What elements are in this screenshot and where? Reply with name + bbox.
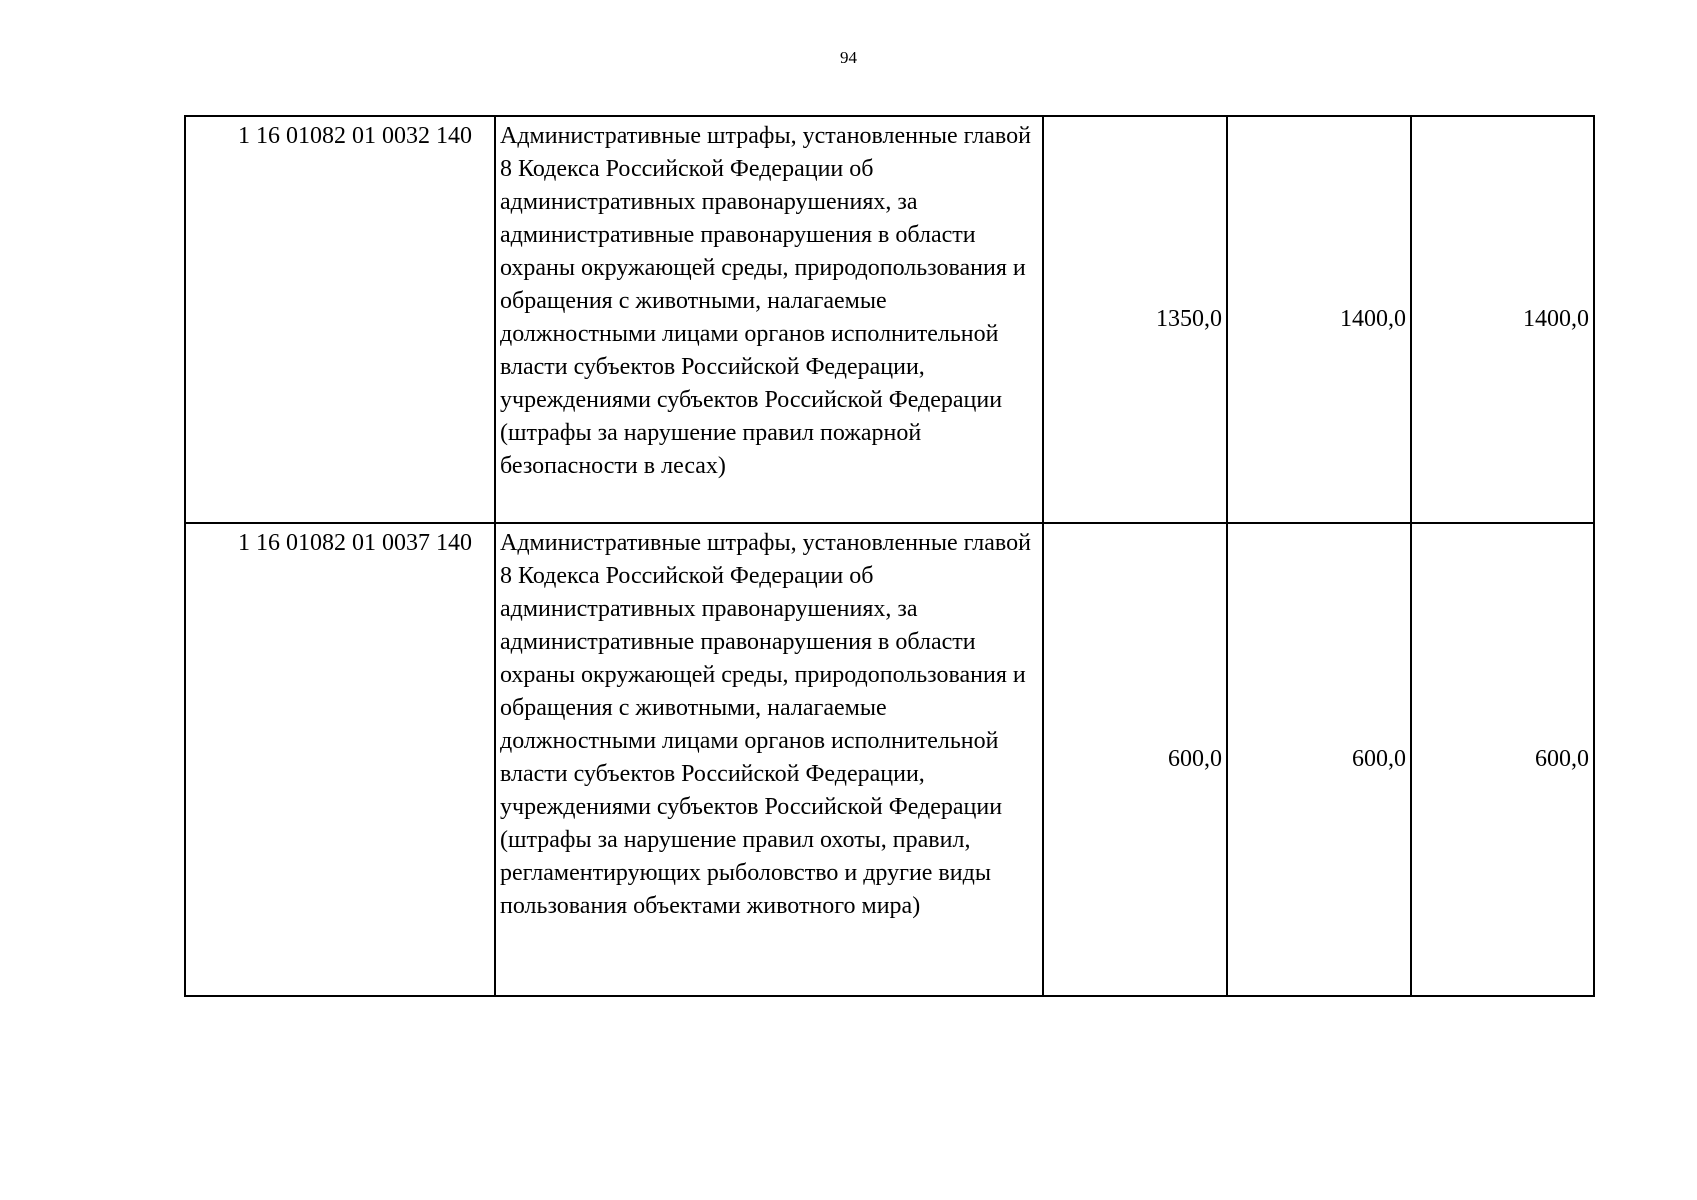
description: Административные штрафы, установленные главой 8 Кодекса Российской Федерации об административных правонарушениях, за административные правонарушения в области охраны окружающей среды, природопользования и обращения с животными, налагаемые должностными лицами органов исполнительной власти субъектов Российской Федерации, учреждениями субъектов Российской Федерации (штрафы за нарушение правил охоты, правил, регламентирующих рыболовство и другие виды пользования объектами животного мира)	[495, 523, 1043, 996]
amount-year-1: 600,0	[1043, 523, 1227, 996]
page-number: 94	[840, 48, 857, 67]
description: Административные штрафы, установленные главой 8 Кодекса Российской Федерации об административных правонарушениях, за административные правонарушения в области охраны окружающей среды, природопользования и обращения с животными, налагаемые должностными лицами органов исполнительной власти субъектов Российской Федерации, учреждениями субъектов Российской Федерации (штрафы за нарушение правил пожарной безопасности в лесах)	[495, 116, 1043, 523]
amount-year-1: 1350,0	[1043, 116, 1227, 523]
budget-table	[184, 115, 1595, 997]
budget-code: 1 16 01082 01 0037 140	[185, 523, 495, 996]
amount-year-2: 600,0	[1227, 523, 1411, 996]
table-row	[185, 523, 1594, 996]
table-row	[185, 116, 1594, 523]
amount-year-3: 1400,0	[1411, 116, 1594, 523]
amount-year-2: 1400,0	[1227, 116, 1411, 523]
budget-code: 1 16 01082 01 0032 140	[185, 116, 495, 523]
amount-year-3: 600,0	[1411, 523, 1594, 996]
